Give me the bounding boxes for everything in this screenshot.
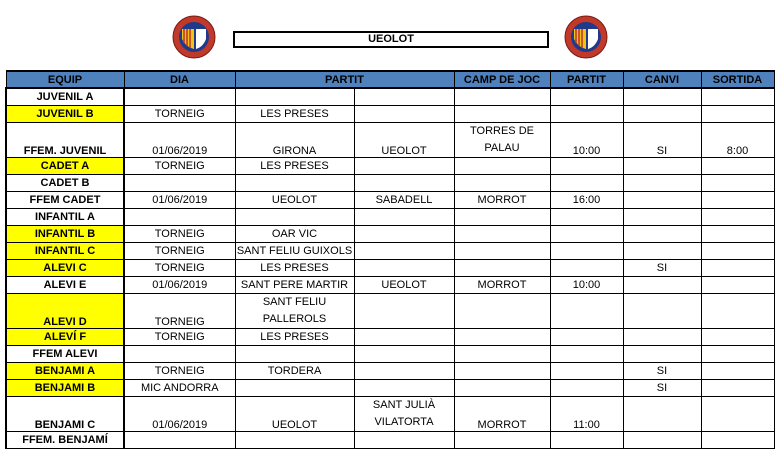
change-cell (623, 294, 701, 329)
departure-cell (701, 260, 774, 277)
departure-cell (701, 363, 774, 380)
change-cell (623, 106, 701, 123)
venue-cell (454, 380, 550, 397)
date-cell: TORNEIG (124, 106, 235, 123)
departure-cell (701, 432, 774, 449)
away-team-cell (354, 226, 454, 243)
date-cell: TORNEIG (124, 260, 235, 277)
venue-cell (454, 226, 550, 243)
venue-cell (454, 363, 550, 380)
home-team-cell: OAR VIC (235, 226, 354, 243)
team-cell: CADET A (6, 158, 124, 175)
change-cell (623, 432, 701, 449)
away-team-cell (354, 243, 454, 260)
home-team-cell: GIRONA (235, 123, 354, 158)
table-row (6, 363, 774, 380)
venue-cell (454, 158, 550, 175)
table-row (6, 243, 774, 260)
venue-cell (454, 329, 550, 346)
home-team-cell: LES PRESES (235, 260, 354, 277)
home-team-cell: LES PRESES (235, 329, 354, 346)
kickoff-cell: 10:00 (550, 123, 623, 158)
kickoff-cell (550, 363, 623, 380)
venue-cell: MORROT (454, 397, 550, 432)
change-cell (623, 329, 701, 346)
date-cell: TORNEIG (124, 329, 235, 346)
table-row (6, 106, 774, 123)
departure-cell (701, 175, 774, 192)
departure-cell (701, 380, 774, 397)
date-cell: 01/06/2019 (124, 192, 235, 209)
column-header-dia: DIA (124, 71, 235, 88)
kickoff-cell (550, 88, 623, 106)
team-cell: BENJAMI B (6, 380, 124, 397)
table-row (6, 123, 774, 158)
home-team-cell: SANT FELIU GUIXOLS (235, 243, 354, 260)
departure-cell (701, 88, 774, 106)
kickoff-cell (550, 106, 623, 123)
column-header-canvi: CANVI (623, 71, 701, 88)
table-row (6, 294, 774, 329)
change-cell (623, 158, 701, 175)
departure-cell: 8:00 (701, 123, 774, 158)
kickoff-cell (550, 209, 623, 226)
team-cell: ALEVI C (6, 260, 124, 277)
home-team-cell: UEOLOT (235, 397, 354, 432)
change-cell (623, 175, 701, 192)
change-cell (623, 277, 701, 294)
away-team-cell: SANT JULIÀ VILATORTA (354, 397, 454, 432)
home-team-cell: TORDERA (235, 363, 354, 380)
departure-cell (701, 243, 774, 260)
column-header-partit: PARTIT (235, 71, 454, 88)
table-row (6, 380, 774, 397)
team-cell: FFEM. JUVENIL (6, 123, 124, 158)
column-header-equip: EQUIP (6, 71, 124, 88)
change-cell (623, 397, 701, 432)
departure-cell (701, 209, 774, 226)
venue-cell: TORRES DE PALAU (454, 123, 550, 158)
away-team-cell (354, 260, 454, 277)
team-cell: ALEVÍ F (6, 329, 124, 346)
date-cell (124, 432, 235, 449)
team-cell: BENJAMI C (6, 397, 124, 432)
departure-cell (701, 158, 774, 175)
table-row (6, 226, 774, 243)
departure-cell (701, 329, 774, 346)
venue-cell (454, 346, 550, 363)
venue-cell (454, 106, 550, 123)
column-header-hora: PARTIT (550, 71, 623, 88)
venue-cell (454, 432, 550, 449)
table-row (6, 346, 774, 363)
away-team-cell (354, 380, 454, 397)
team-cell: INFANTIL C (6, 243, 124, 260)
change-cell (623, 192, 701, 209)
team-cell: FFEM CADET (6, 192, 124, 209)
schedule-table (5, 70, 775, 449)
date-cell: TORNEIG (124, 158, 235, 175)
table-row (6, 397, 774, 432)
venue-cell (454, 294, 550, 329)
team-cell: JUVENIL B (6, 106, 124, 123)
departure-cell (701, 346, 774, 363)
change-cell (623, 226, 701, 243)
change-cell (623, 346, 701, 363)
away-team-cell (354, 175, 454, 192)
away-team-cell (354, 329, 454, 346)
table-row (6, 329, 774, 346)
team-cell: ALEVI D (6, 294, 124, 329)
kickoff-cell (550, 175, 623, 192)
departure-cell (701, 397, 774, 432)
change-cell (623, 243, 701, 260)
kickoff-cell: 16:00 (550, 192, 623, 209)
venue-cell (454, 209, 550, 226)
home-team-cell: SANT PERE MARTIR (235, 277, 354, 294)
change-cell: SI (623, 123, 701, 158)
date-cell (124, 209, 235, 226)
departure-cell (701, 226, 774, 243)
team-cell: FFEM ALEVI (6, 346, 124, 363)
change-cell: SI (623, 380, 701, 397)
away-team-cell (354, 294, 454, 329)
departure-cell (701, 294, 774, 329)
home-team-cell (235, 432, 354, 449)
away-team-cell (354, 158, 454, 175)
away-team-cell (354, 88, 454, 106)
venue-cell (454, 175, 550, 192)
team-cell: INFANTIL A (6, 209, 124, 226)
change-cell: SI (623, 363, 701, 380)
kickoff-cell (550, 243, 623, 260)
away-team-cell: UEOLOT (354, 123, 454, 158)
table-row (6, 192, 774, 209)
kickoff-cell (550, 380, 623, 397)
venue-cell (454, 243, 550, 260)
table-row (6, 260, 774, 277)
change-cell: SI (623, 260, 701, 277)
kickoff-cell (550, 158, 623, 175)
venue-cell (454, 88, 550, 106)
team-cell: INFANTIL B (6, 226, 124, 243)
home-team-cell (235, 380, 354, 397)
home-team-cell: UEOLOT (235, 192, 354, 209)
column-header-sortida: SORTIDA (701, 71, 774, 88)
sheet-title: UEOLOT (233, 31, 549, 48)
date-cell: MIC ANDORRA (124, 380, 235, 397)
home-team-cell: SANT FELIU PALLEROLS (235, 294, 354, 329)
team-cell: ALEVI E (6, 277, 124, 294)
team-cell: FFEM. BENJAMÍ (6, 432, 124, 449)
kickoff-cell (550, 294, 623, 329)
home-team-cell (235, 346, 354, 363)
date-cell: TORNEIG (124, 243, 235, 260)
home-team-cell: LES PRESES (235, 106, 354, 123)
date-cell (124, 175, 235, 192)
date-cell: TORNEIG (124, 363, 235, 380)
kickoff-cell (550, 346, 623, 363)
date-cell: 01/06/2019 (124, 123, 235, 158)
column-header-camp-de-joc: CAMP DE JOC (454, 71, 550, 88)
date-cell: 01/06/2019 (124, 277, 235, 294)
departure-cell (701, 106, 774, 123)
team-cell: CADET B (6, 175, 124, 192)
away-team-cell (354, 209, 454, 226)
team-cell: JUVENIL A (6, 88, 124, 106)
team-cell: BENJAMI A (6, 363, 124, 380)
away-team-cell: UEOLOT (354, 277, 454, 294)
away-team-cell: SABADELL (354, 192, 454, 209)
table-row (6, 158, 774, 175)
kickoff-cell (550, 260, 623, 277)
kickoff-cell (550, 432, 623, 449)
home-team-cell (235, 175, 354, 192)
away-team-cell (354, 432, 454, 449)
away-team-cell (354, 346, 454, 363)
table-row (6, 277, 774, 294)
club-crest-logo-left (172, 15, 216, 59)
kickoff-cell: 10:00 (550, 277, 623, 294)
date-cell: 01/06/2019 (124, 397, 235, 432)
date-cell (124, 88, 235, 106)
change-cell (623, 88, 701, 106)
club-crest-logo-right (564, 15, 608, 59)
away-team-cell (354, 106, 454, 123)
table-row (6, 175, 774, 192)
table-row (6, 209, 774, 226)
date-cell: TORNEIG (124, 226, 235, 243)
kickoff-cell (550, 226, 623, 243)
departure-cell (701, 192, 774, 209)
table-row (6, 88, 774, 106)
kickoff-cell: 11:00 (550, 397, 623, 432)
venue-cell: MORROT (454, 192, 550, 209)
change-cell (623, 209, 701, 226)
home-team-cell: LES PRESES (235, 158, 354, 175)
departure-cell (701, 277, 774, 294)
home-team-cell (235, 88, 354, 106)
venue-cell: MORROT (454, 277, 550, 294)
venue-cell (454, 260, 550, 277)
kickoff-cell (550, 329, 623, 346)
date-cell (124, 346, 235, 363)
away-team-cell (354, 363, 454, 380)
table-row (6, 432, 774, 449)
home-team-cell (235, 209, 354, 226)
table-header-row (6, 71, 774, 88)
date-cell: TORNEIG (124, 294, 235, 329)
